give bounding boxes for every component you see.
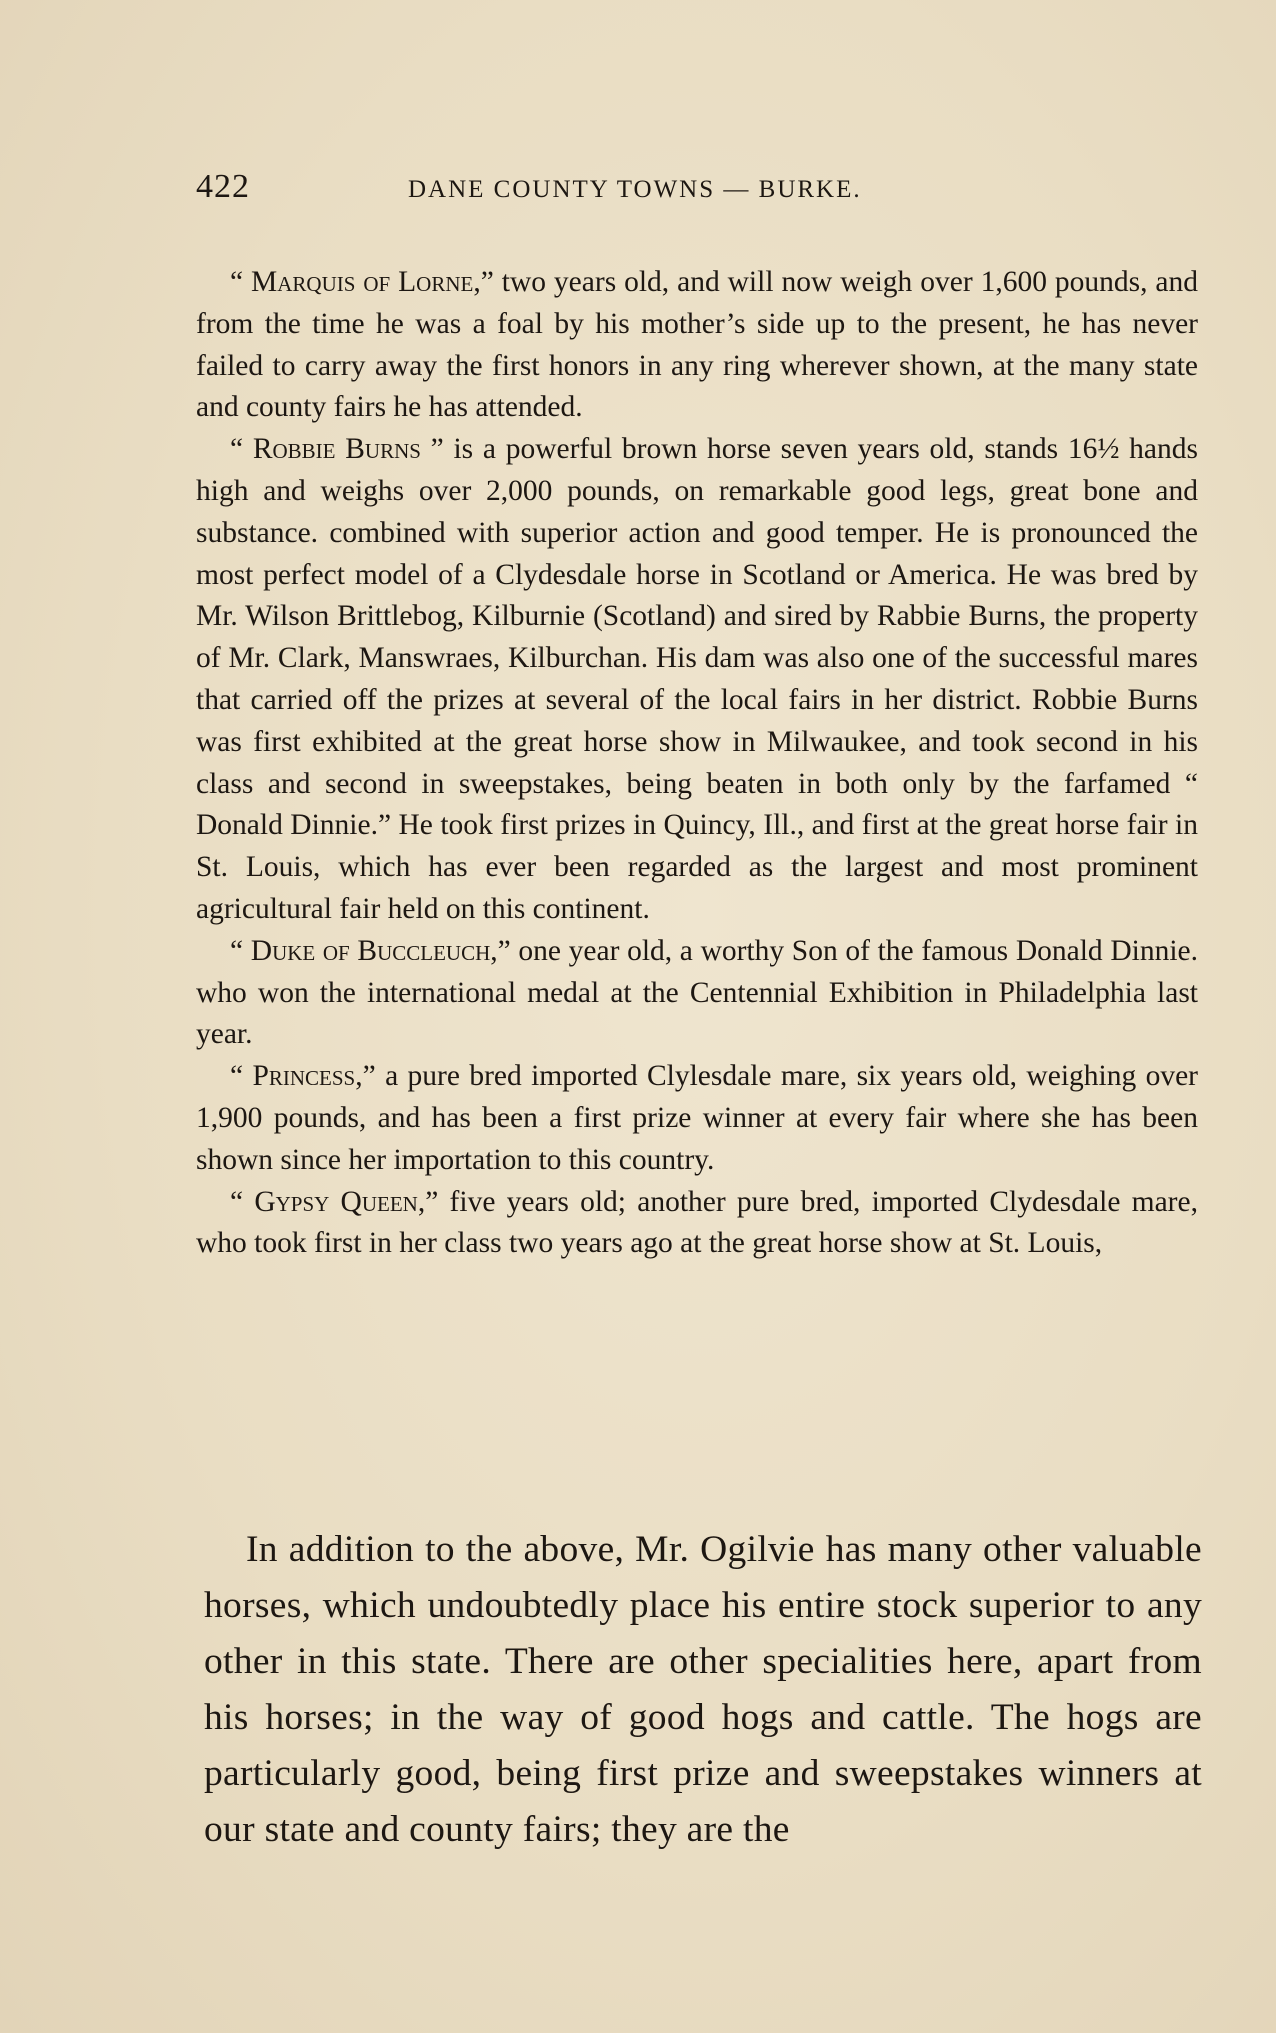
horse-entries [196, 262, 1198, 1265]
entry-paragraph [196, 429, 1198, 931]
entry-text: is a powerful brown horse seven years old, stands 16½ hands high and weighs over 2,000 pounds, on remarkable good legs, great bone and substance. combined with superior action and good temper. He is pronounced the most perfect model of a Clydesdale horse in Scotland or America. He was bred by Mr. Wilson Brittlebog, Kilburnie (Scotland) and sired by Rabbie Burns, the property of Mr. Clark, Manswraes, Kilburchan. His dam was also one of the successful mares that carried off the prizes at several of the local fairs in her district. Robbie Burns was first exhibited at the great horse show in Milwaukee, and took second in his class and second in sweepstakes, being beaten in both only by the farfamed “ Donald Dinnie.” He took first prizes in Quincy, Ill., and first at the great horse fair in St. Louis, which has ever been regarded as the largest and most prominent agricultural fair held on this continent. [196, 433, 1198, 925]
entry-paragraph [196, 1182, 1198, 1266]
entry-paragraph [196, 931, 1198, 1056]
horse-name: “ Duke of Buccleuch,” [230, 934, 511, 967]
entry-text: a pure bred imported Clylesdale mare, six years old, weighing over 1,900 pounds, and has been a first prize winner at every fair where she has been shown since her importation to this country. [196, 1060, 1198, 1176]
page-number: 422 [196, 168, 250, 205]
horse-name: “ Marquis of Lorne,” [230, 266, 494, 298]
closing-section [204, 1522, 1202, 1858]
horse-name: “ Robbie Burns ” [230, 433, 444, 466]
entry-paragraph [196, 262, 1198, 429]
entry-text: two years old, and will now weigh over 1,600 pounds, and from the time he was a foal by his mother’s side up to the present, he has never failed to carry away the first honors in any ring wherever shown, at the many state and county fairs he has attended. [196, 266, 1199, 424]
closing-paragraph: In addition to the above, Mr. Ogilvie has many other valuable horses, which undoubtedly place his entire stock superior to any other in this state. There are other specialities here, apart from his horses; in the way of good hogs and cattle. The hogs are particularly good, being first prize and sweepstakes winners at our state and county fairs; they are the [204, 1529, 1202, 1850]
entry-text: one year old, a worthy Son of the famous Donald Dinnie. who won the international medal at the Centennial Exhibition in Philadelphia last year. [196, 934, 1198, 1051]
horse-name: “ Gypsy Queen,” [230, 1185, 439, 1218]
horse-name: “ Princess,” [230, 1060, 376, 1093]
entry-text: five years old; another pure bred, imported Clydesdale mare, who took first in her class two years ago at the great horse show at St. Louis, [196, 1185, 1198, 1260]
page-header [196, 168, 1026, 218]
entry-paragraph [196, 1056, 1198, 1181]
running-head: DANE COUNTY TOWNS — BURKE. [408, 176, 862, 203]
